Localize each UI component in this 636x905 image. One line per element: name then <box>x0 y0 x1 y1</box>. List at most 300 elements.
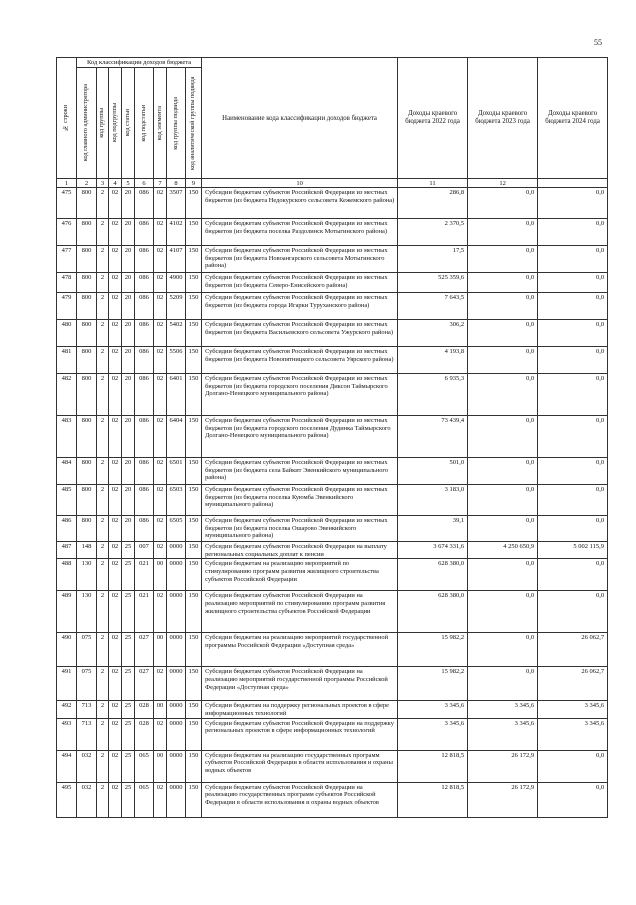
income-2022: 7 643,5 <box>398 293 468 320</box>
page-number: 55 <box>594 38 602 47</box>
income-2022: 39,1 <box>398 516 468 542</box>
row-number: 495 <box>57 782 77 817</box>
income-2024: 0,0 <box>538 782 608 817</box>
income-2022: 286,8 <box>398 188 468 219</box>
income-2022: 12 818,5 <box>398 782 468 817</box>
code-subgroup: 02 <box>109 458 122 485</box>
table-row <box>57 782 608 817</box>
code-element: 02 <box>154 188 167 219</box>
header-code-admin: код главного администратора <box>77 68 97 179</box>
code-article: 25 <box>122 633 135 667</box>
code-article: 20 <box>122 458 135 485</box>
row-number: 494 <box>57 750 77 782</box>
income-2024: 5 002 115,9 <box>538 542 608 559</box>
code-admin: 032 <box>77 750 97 782</box>
code-subgroup: 02 <box>109 219 122 246</box>
code-article: 20 <box>122 320 135 347</box>
code-group: 2 <box>97 320 109 347</box>
income-2022: 73 439,4 <box>398 416 468 458</box>
income-classification-table <box>56 57 608 818</box>
row-number: 490 <box>57 633 77 667</box>
income-2023: 26 172,9 <box>468 782 538 817</box>
code-admin: 800 <box>77 485 97 516</box>
table-row <box>57 273 608 293</box>
code-subgroup: 02 <box>109 559 122 591</box>
code-element: 02 <box>154 542 167 559</box>
code-admin: 032 <box>77 782 97 817</box>
income-name: Субсидии бюджетам субъектов Российской Федерации на реализацию государственных программ субъектов Российской Федерации в области использования и охраны водных объектов <box>202 782 398 817</box>
code-analytic-group: 150 <box>186 718 202 750</box>
row-number: 476 <box>57 219 77 246</box>
code-subtype-group: 3507 <box>167 188 186 219</box>
income-2022: 15 982,2 <box>398 667 468 701</box>
code-group: 2 <box>97 667 109 701</box>
code-subgroup: 02 <box>109 246 122 273</box>
col-number: 11 <box>398 179 468 188</box>
table-row <box>57 347 608 374</box>
code-subarticle: 086 <box>135 347 154 374</box>
code-analytic-group: 150 <box>186 750 202 782</box>
code-subtype-group: 0000 <box>167 750 186 782</box>
code-element: 02 <box>154 718 167 750</box>
code-article: 20 <box>122 416 135 458</box>
code-article: 25 <box>122 667 135 701</box>
code-group: 2 <box>97 273 109 293</box>
table-row <box>57 516 608 542</box>
code-group: 2 <box>97 458 109 485</box>
code-admin: 800 <box>77 374 97 416</box>
income-2024: 3 345,6 <box>538 701 608 718</box>
code-group: 2 <box>97 750 109 782</box>
income-2024: 0,0 <box>538 485 608 516</box>
code-subgroup: 02 <box>109 633 122 667</box>
code-group: 2 <box>97 347 109 374</box>
income-2024: 0,0 <box>538 246 608 273</box>
code-subgroup: 02 <box>109 347 122 374</box>
code-analytic-group: 150 <box>186 701 202 718</box>
row-number: 482 <box>57 374 77 416</box>
code-subarticle: 086 <box>135 516 154 542</box>
code-subarticle: 065 <box>135 750 154 782</box>
col-number: 4 <box>109 179 122 188</box>
income-2022: 3 345,6 <box>398 718 468 750</box>
header-code-article: код статьи <box>122 68 135 179</box>
income-2022: 6 935,3 <box>398 374 468 416</box>
code-admin: 075 <box>77 633 97 667</box>
code-subgroup: 02 <box>109 273 122 293</box>
row-number: 479 <box>57 293 77 320</box>
code-group: 2 <box>97 559 109 591</box>
code-subtype-group: 4900 <box>167 273 186 293</box>
code-element: 02 <box>154 458 167 485</box>
code-group: 2 <box>97 416 109 458</box>
income-2023: 0,0 <box>468 667 538 701</box>
income-name: Субсидии бюджетам субъектов Российской Федерации из местных бюджетов (из бюджета Васильевского сельсовета Ужурского района) <box>202 320 398 347</box>
code-element: 02 <box>154 246 167 273</box>
code-subarticle: 065 <box>135 782 154 817</box>
code-article: 20 <box>122 188 135 219</box>
table-row <box>57 320 608 347</box>
code-subtype-group: 6505 <box>167 516 186 542</box>
income-2024: 0,0 <box>538 320 608 347</box>
code-analytic-group: 150 <box>186 633 202 667</box>
code-group: 2 <box>97 485 109 516</box>
income-2024: 0,0 <box>538 347 608 374</box>
code-element: 00 <box>154 701 167 718</box>
code-article: 20 <box>122 219 135 246</box>
income-name: Субсидии бюджетам субъектов Российской Федерации из местных бюджетов (из бюджета села Байкит Эвенкийского муниципального района) <box>202 458 398 485</box>
code-group: 2 <box>97 701 109 718</box>
income-2023: 0,0 <box>468 246 538 273</box>
income-2023: 0,0 <box>468 416 538 458</box>
income-name: Субсидии бюджетам субъектов Российской Федерации из местных бюджетов (из бюджета Новопятницкого сельсовета Уярского района) <box>202 347 398 374</box>
table-row <box>57 374 608 416</box>
code-subtype-group: 0000 <box>167 559 186 591</box>
income-2024: 0,0 <box>538 416 608 458</box>
code-group: 2 <box>97 718 109 750</box>
table-row <box>57 701 608 718</box>
code-analytic-group: 150 <box>186 458 202 485</box>
code-analytic-group: 150 <box>186 559 202 591</box>
income-2023: 0,0 <box>468 219 538 246</box>
column-number-row <box>57 179 608 188</box>
code-article: 20 <box>122 374 135 416</box>
code-analytic-group: 150 <box>186 782 202 817</box>
code-subarticle: 086 <box>135 458 154 485</box>
code-element: 02 <box>154 485 167 516</box>
code-admin: 800 <box>77 320 97 347</box>
income-2024: 26 062,7 <box>538 633 608 667</box>
code-subarticle: 021 <box>135 591 154 633</box>
table-row <box>57 633 608 667</box>
code-admin: 130 <box>77 559 97 591</box>
table-row <box>57 416 608 458</box>
row-number: 486 <box>57 516 77 542</box>
income-2024: 0,0 <box>538 559 608 591</box>
code-analytic-group: 150 <box>186 293 202 320</box>
code-element: 02 <box>154 273 167 293</box>
income-2022: 3 345,6 <box>398 701 468 718</box>
code-subtype-group: 6501 <box>167 458 186 485</box>
code-subarticle: 086 <box>135 188 154 219</box>
code-subgroup: 02 <box>109 516 122 542</box>
row-number: 491 <box>57 667 77 701</box>
header-income-2022: Доходы краевого бюджета 2022 года <box>398 58 468 179</box>
col-number: 12 <box>468 179 538 188</box>
code-admin: 713 <box>77 701 97 718</box>
row-number: 489 <box>57 591 77 633</box>
row-number: 487 <box>57 542 77 559</box>
code-subtype-group: 0000 <box>167 667 186 701</box>
code-element: 00 <box>154 750 167 782</box>
table-row <box>57 458 608 485</box>
income-2022: 628 380,0 <box>398 559 468 591</box>
code-group: 2 <box>97 782 109 817</box>
income-name: Субсидии бюджетам субъектов Российской Федерации из местных бюджетов (из бюджета Недокурского сельсовета Кежемского района) <box>202 188 398 219</box>
code-analytic-group: 150 <box>186 591 202 633</box>
header-code-group-col: код группы <box>97 68 109 179</box>
income-2024: 26 062,7 <box>538 667 608 701</box>
code-subtype-group: 4107 <box>167 246 186 273</box>
code-subarticle: 027 <box>135 633 154 667</box>
code-subgroup: 02 <box>109 374 122 416</box>
code-subtype-group: 5209 <box>167 293 186 320</box>
code-analytic-group: 150 <box>186 320 202 347</box>
income-2024: 0,0 <box>538 273 608 293</box>
code-admin: 800 <box>77 293 97 320</box>
code-element: 02 <box>154 591 167 633</box>
table-row <box>57 293 608 320</box>
income-name: Субсидии бюджетам субъектов Российской Федерации из местных бюджетов (из бюджета города Игарки Туруханского района) <box>202 293 398 320</box>
code-analytic-group: 150 <box>186 485 202 516</box>
code-subtype-group: 0000 <box>167 542 186 559</box>
col-number: 5 <box>122 179 135 188</box>
table-row <box>57 667 608 701</box>
income-2024: 0,0 <box>538 516 608 542</box>
row-number: 493 <box>57 718 77 750</box>
code-subarticle: 027 <box>135 667 154 701</box>
income-name: Субсидии бюджетам субъектов Российской Федерации на поддержку региональных проектов в сфере информационных технологий <box>202 718 398 750</box>
code-element: 02 <box>154 320 167 347</box>
code-subarticle: 086 <box>135 374 154 416</box>
code-subgroup: 02 <box>109 591 122 633</box>
income-name: Субсидии бюджетам субъектов Российской Федерации на выплату региональных социальных доплат к пенсии <box>202 542 398 559</box>
code-analytic-group: 150 <box>186 667 202 701</box>
income-name: Субсидии бюджетам на поддержку региональных проектов в сфере информационных технологий <box>202 701 398 718</box>
code-analytic-group: 150 <box>186 416 202 458</box>
income-2022: 3 183,0 <box>398 485 468 516</box>
code-group: 2 <box>97 633 109 667</box>
code-subtype-group: 0000 <box>167 633 186 667</box>
row-number: 485 <box>57 485 77 516</box>
income-2024: 0,0 <box>538 750 608 782</box>
code-admin: 713 <box>77 718 97 750</box>
code-subgroup: 02 <box>109 293 122 320</box>
income-2023: 0,0 <box>468 347 538 374</box>
col-number: 10 <box>202 179 398 188</box>
code-group: 2 <box>97 219 109 246</box>
header-code-group: Код классификации доходов бюджета <box>77 58 202 68</box>
code-subarticle: 086 <box>135 246 154 273</box>
income-2023: 0,0 <box>468 516 538 542</box>
code-subtype-group: 0000 <box>167 718 186 750</box>
table-row <box>57 591 608 633</box>
row-number: 492 <box>57 701 77 718</box>
code-element: 02 <box>154 416 167 458</box>
code-analytic-group: 150 <box>186 542 202 559</box>
income-2023: 4 250 650,9 <box>468 542 538 559</box>
code-analytic-group: 150 <box>186 219 202 246</box>
income-name: Субсидии бюджетам субъектов Российской Федерации из местных бюджетов (из бюджета поселка Ошарово Эвенкийского муниципального района) <box>202 516 398 542</box>
code-admin: 075 <box>77 667 97 701</box>
code-subarticle: 028 <box>135 701 154 718</box>
code-article: 20 <box>122 273 135 293</box>
code-subtype-group: 6401 <box>167 374 186 416</box>
code-group: 2 <box>97 246 109 273</box>
income-name: Субсидии бюджетам субъектов Российской Федерации из местных бюджетов (из бюджета Новоангарского сельсовета Мотыгинского района) <box>202 246 398 273</box>
code-admin: 800 <box>77 188 97 219</box>
table-row <box>57 750 608 782</box>
header-code-subgroup: код подгруппы <box>109 68 122 179</box>
code-subarticle: 086 <box>135 320 154 347</box>
code-subarticle: 086 <box>135 293 154 320</box>
table-row <box>57 188 608 219</box>
income-2023: 0,0 <box>468 273 538 293</box>
income-2023: 0,0 <box>468 188 538 219</box>
code-element: 02 <box>154 219 167 246</box>
code-article: 20 <box>122 516 135 542</box>
row-number: 484 <box>57 458 77 485</box>
code-group: 2 <box>97 591 109 633</box>
code-article: 25 <box>122 542 135 559</box>
code-group: 2 <box>97 188 109 219</box>
row-number: 475 <box>57 188 77 219</box>
code-subgroup: 02 <box>109 667 122 701</box>
code-subgroup: 02 <box>109 782 122 817</box>
income-2024: 0,0 <box>538 458 608 485</box>
code-subtype-group: 4102 <box>167 219 186 246</box>
code-subarticle: 086 <box>135 219 154 246</box>
code-subgroup: 02 <box>109 485 122 516</box>
code-admin: 130 <box>77 591 97 633</box>
income-name: Субсидии бюджетам субъектов Российской Федерации из местных бюджетов (из бюджета поселка Раздолинск Мотыгинского района) <box>202 219 398 246</box>
code-article: 20 <box>122 293 135 320</box>
code-element: 02 <box>154 516 167 542</box>
income-2023: 0,0 <box>468 320 538 347</box>
table-row <box>57 542 608 559</box>
row-number: 483 <box>57 416 77 458</box>
header-income-2024: Доходы краевого бюджета 2024 года <box>538 58 608 179</box>
code-admin: 800 <box>77 516 97 542</box>
code-element: 02 <box>154 347 167 374</box>
code-analytic-group: 150 <box>186 516 202 542</box>
code-subarticle: 086 <box>135 485 154 516</box>
header-code-subtype-group: код группы подвида <box>167 68 186 179</box>
code-subtype-group: 6404 <box>167 416 186 458</box>
income-name: Субсидии бюджетам субъектов Российской Федерации из местных бюджетов (из бюджета Северо-Енисейского района) <box>202 273 398 293</box>
col-number: 9 <box>186 179 202 188</box>
row-number: 481 <box>57 347 77 374</box>
income-2024: 3 345,6 <box>538 718 608 750</box>
code-subgroup: 02 <box>109 188 122 219</box>
code-admin: 800 <box>77 458 97 485</box>
code-subarticle: 021 <box>135 559 154 591</box>
income-name: Субсидии бюджетам субъектов Российской Федерации из местных бюджетов (из бюджета городского поселения Дудинка Таймырского Долгано-Ненецкого муниципального района) <box>202 416 398 458</box>
code-element: 02 <box>154 667 167 701</box>
code-article: 25 <box>122 782 135 817</box>
income-2024: 0,0 <box>538 188 608 219</box>
code-subgroup: 02 <box>109 320 122 347</box>
income-2022: 525 359,6 <box>398 273 468 293</box>
income-name: Субсидии бюджетам субъектов Российской Федерации из местных бюджетов (из бюджета городского поселения Диксон Таймырского Долгано-Ненецкого муниципального района) <box>202 374 398 416</box>
code-subtype-group: 6503 <box>167 485 186 516</box>
income-name: Субсидии бюджетам на реализацию мероприятий по стимулированию программ развития жилищного строительства субъектов Российской Федерации <box>202 559 398 591</box>
code-article: 20 <box>122 347 135 374</box>
income-2022: 12 818,5 <box>398 750 468 782</box>
code-article: 25 <box>122 701 135 718</box>
row-number: 478 <box>57 273 77 293</box>
income-2023: 0,0 <box>468 485 538 516</box>
income-2024: 0,0 <box>538 374 608 416</box>
code-subtype-group: 5402 <box>167 320 186 347</box>
table-row <box>57 485 608 516</box>
table-body <box>57 188 608 818</box>
code-admin: 800 <box>77 416 97 458</box>
row-number: 488 <box>57 559 77 591</box>
income-2022: 15 982,2 <box>398 633 468 667</box>
code-element: 02 <box>154 374 167 416</box>
income-2024: 0,0 <box>538 219 608 246</box>
header-row-number: № строки <box>57 58 77 179</box>
code-subarticle: 086 <box>135 273 154 293</box>
income-2023: 0,0 <box>468 591 538 633</box>
code-analytic-group: 150 <box>186 374 202 416</box>
table-row <box>57 246 608 273</box>
code-element: 00 <box>154 559 167 591</box>
income-2022: 628 380,0 <box>398 591 468 633</box>
income-2022: 306,2 <box>398 320 468 347</box>
income-2023: 3 345,6 <box>468 718 538 750</box>
header-code-subarticle: код подстатьи <box>135 68 154 179</box>
income-2023: 0,0 <box>468 293 538 320</box>
code-analytic-group: 150 <box>186 347 202 374</box>
income-2022: 3 674 331,6 <box>398 542 468 559</box>
header-name: Наименование кода классификации доходов бюджета <box>202 58 398 179</box>
income-2023: 3 345,6 <box>468 701 538 718</box>
col-number: 2 <box>77 179 97 188</box>
code-analytic-group: 150 <box>186 273 202 293</box>
code-subtype-group: 5506 <box>167 347 186 374</box>
code-subarticle: 086 <box>135 416 154 458</box>
income-name: Субсидии бюджетам субъектов Российской Федерации на реализацию мероприятий государственной программы Российской Федерации «Доступная среда» <box>202 667 398 701</box>
code-subtype-group: 0000 <box>167 701 186 718</box>
col-number: 6 <box>135 179 154 188</box>
code-admin: 800 <box>77 347 97 374</box>
header-code-analytic-group: код аналитической группы подвида <box>186 68 202 179</box>
code-subgroup: 02 <box>109 542 122 559</box>
code-article: 25 <box>122 559 135 591</box>
code-subgroup: 02 <box>109 718 122 750</box>
code-subgroup: 02 <box>109 701 122 718</box>
table-row <box>57 219 608 246</box>
income-2022: 2 370,5 <box>398 219 468 246</box>
code-group: 2 <box>97 542 109 559</box>
col-number: 8 <box>167 179 186 188</box>
code-article: 25 <box>122 718 135 750</box>
code-admin: 800 <box>77 219 97 246</box>
code-subarticle: 028 <box>135 718 154 750</box>
code-analytic-group: 150 <box>186 246 202 273</box>
income-2022: 4 193,8 <box>398 347 468 374</box>
row-number: 480 <box>57 320 77 347</box>
code-admin: 800 <box>77 246 97 273</box>
code-subtype-group: 0000 <box>167 591 186 633</box>
col-number: 1 <box>57 179 77 188</box>
table-row <box>57 718 608 750</box>
income-2022: 17,5 <box>398 246 468 273</box>
income-2023: 0,0 <box>468 458 538 485</box>
header-income-2023: Доходы краевого бюджета 2023 года <box>468 58 538 179</box>
income-name: Субсидии бюджетам субъектов Российской Федерации на реализацию мероприятий по стимулированию программ развития жилищного строительства субъектов Российской Федерации <box>202 591 398 633</box>
income-name: Субсидии бюджетам субъектов Российской Федерации из местных бюджетов (из бюджета поселка Куюмба Эвенкийского муниципального района) <box>202 485 398 516</box>
income-name: Субсидии бюджетам на реализацию мероприятий государственной программы Российской Федерации «Доступная среда» <box>202 633 398 667</box>
code-article: 20 <box>122 485 135 516</box>
income-2023: 0,0 <box>468 633 538 667</box>
col-number: 7 <box>154 179 167 188</box>
income-2024: 0,0 <box>538 591 608 633</box>
code-subarticle: 007 <box>135 542 154 559</box>
code-subgroup: 02 <box>109 416 122 458</box>
